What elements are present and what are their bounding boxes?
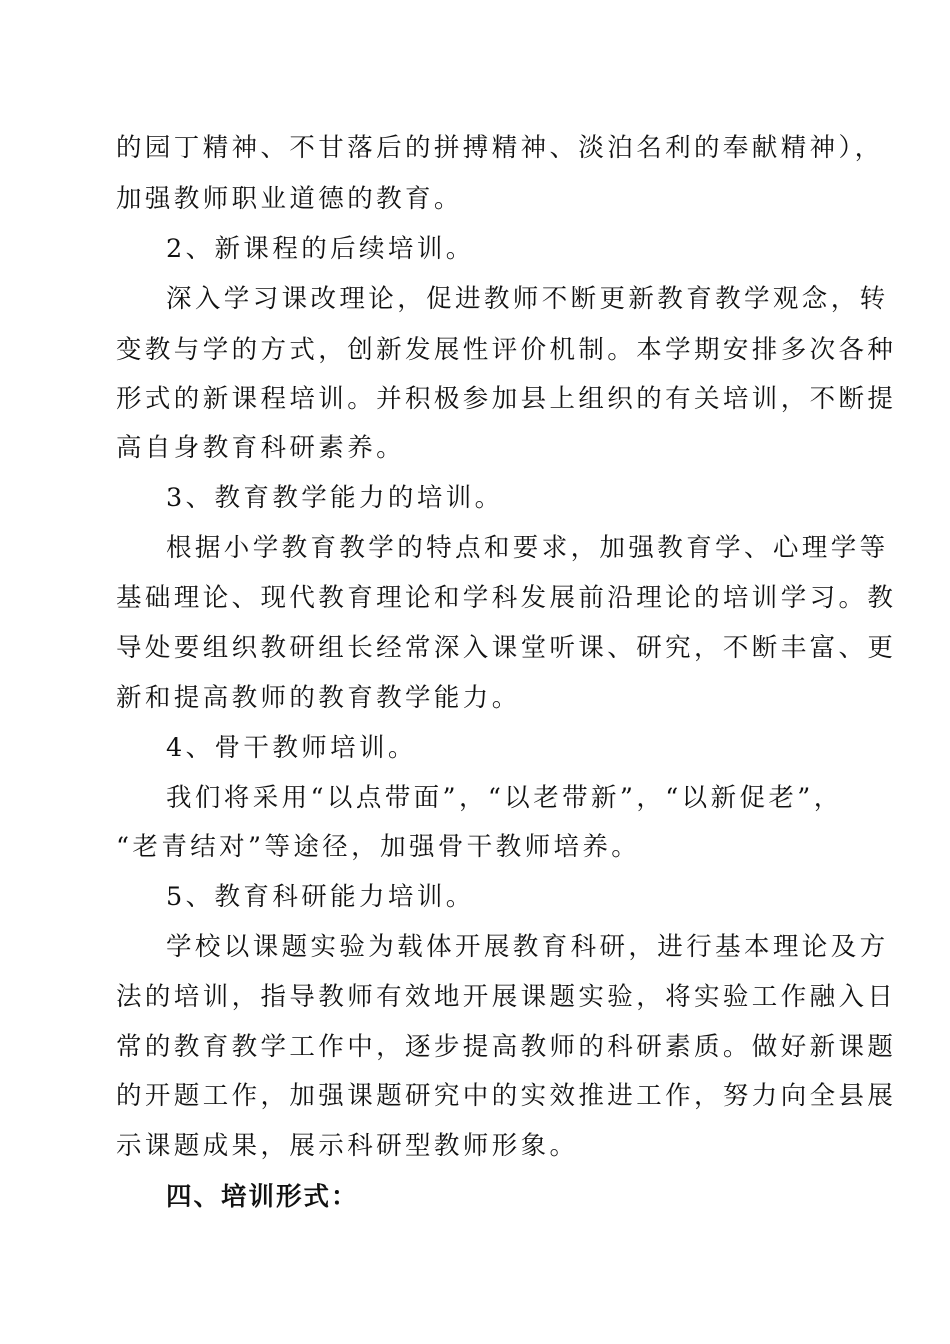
paragraph-line: 根据小学教育教学的特点和要求，加强教育学、心理学等 xyxy=(166,533,889,563)
section-heading: 四、培训形式： xyxy=(166,1182,359,1212)
paragraph-line: 变教与学的方式，创新发展性评价机制。本学期安排多次各种 xyxy=(116,335,897,365)
paragraph-line: 常的教育教学工作中，逐步提高教师的科研素质。做好新课题 xyxy=(116,1032,897,1062)
paragraph-line: 导处要组织教研组长经常深入课堂听课、研究，不断丰富、更 xyxy=(116,633,897,663)
paragraph-line: 的园丁精神、不甘落后的拼搏精神、淡泊名利的奉献精神）， xyxy=(116,133,884,163)
paragraph-line: 法的培训，指导教师有效地开展课题实验，将实验工作融入日 xyxy=(116,982,897,1012)
paragraph-line: 学校以课题实验为载体开展教育科研，进行基本理论及方 xyxy=(166,932,889,962)
section-subheading: 2、新课程的后续培训。 xyxy=(166,234,475,264)
paragraph-line: 新和提高教师的教育教学能力。 xyxy=(116,683,521,713)
paragraph-line: 高自身教育科研素养。 xyxy=(116,433,406,463)
paragraph-line: 基础理论、现代教育理论和学科发展前沿理论的培训学习。教 xyxy=(116,583,897,613)
paragraph-line: “老青结对”等途径，加强骨干教师培养。 xyxy=(116,832,641,862)
paragraph-line: 加强教师职业道德的教育。 xyxy=(116,184,463,214)
paragraph-line: 的开题工作，加强课题研究中的实效推进工作，努力向全县展 xyxy=(116,1081,897,1111)
paragraph-line: 形式的新课程培训。并积极参加县上组织的有关培训，不断提 xyxy=(116,384,897,414)
paragraph-line: 深入学习课改理论，促进教师不断更新教育教学观念，转 xyxy=(166,284,889,314)
section-subheading: 4、骨干教师培训。 xyxy=(166,733,417,763)
paragraph-line: 我们将采用“以点带面”，“以老带新”，“以新促老”， xyxy=(166,783,843,813)
section-subheading: 5、教育科研能力培训。 xyxy=(166,882,475,912)
paragraph-line: 示课题成果，展示科研型教师形象。 xyxy=(116,1131,579,1161)
section-subheading: 3、教育教学能力的培训。 xyxy=(166,483,504,513)
